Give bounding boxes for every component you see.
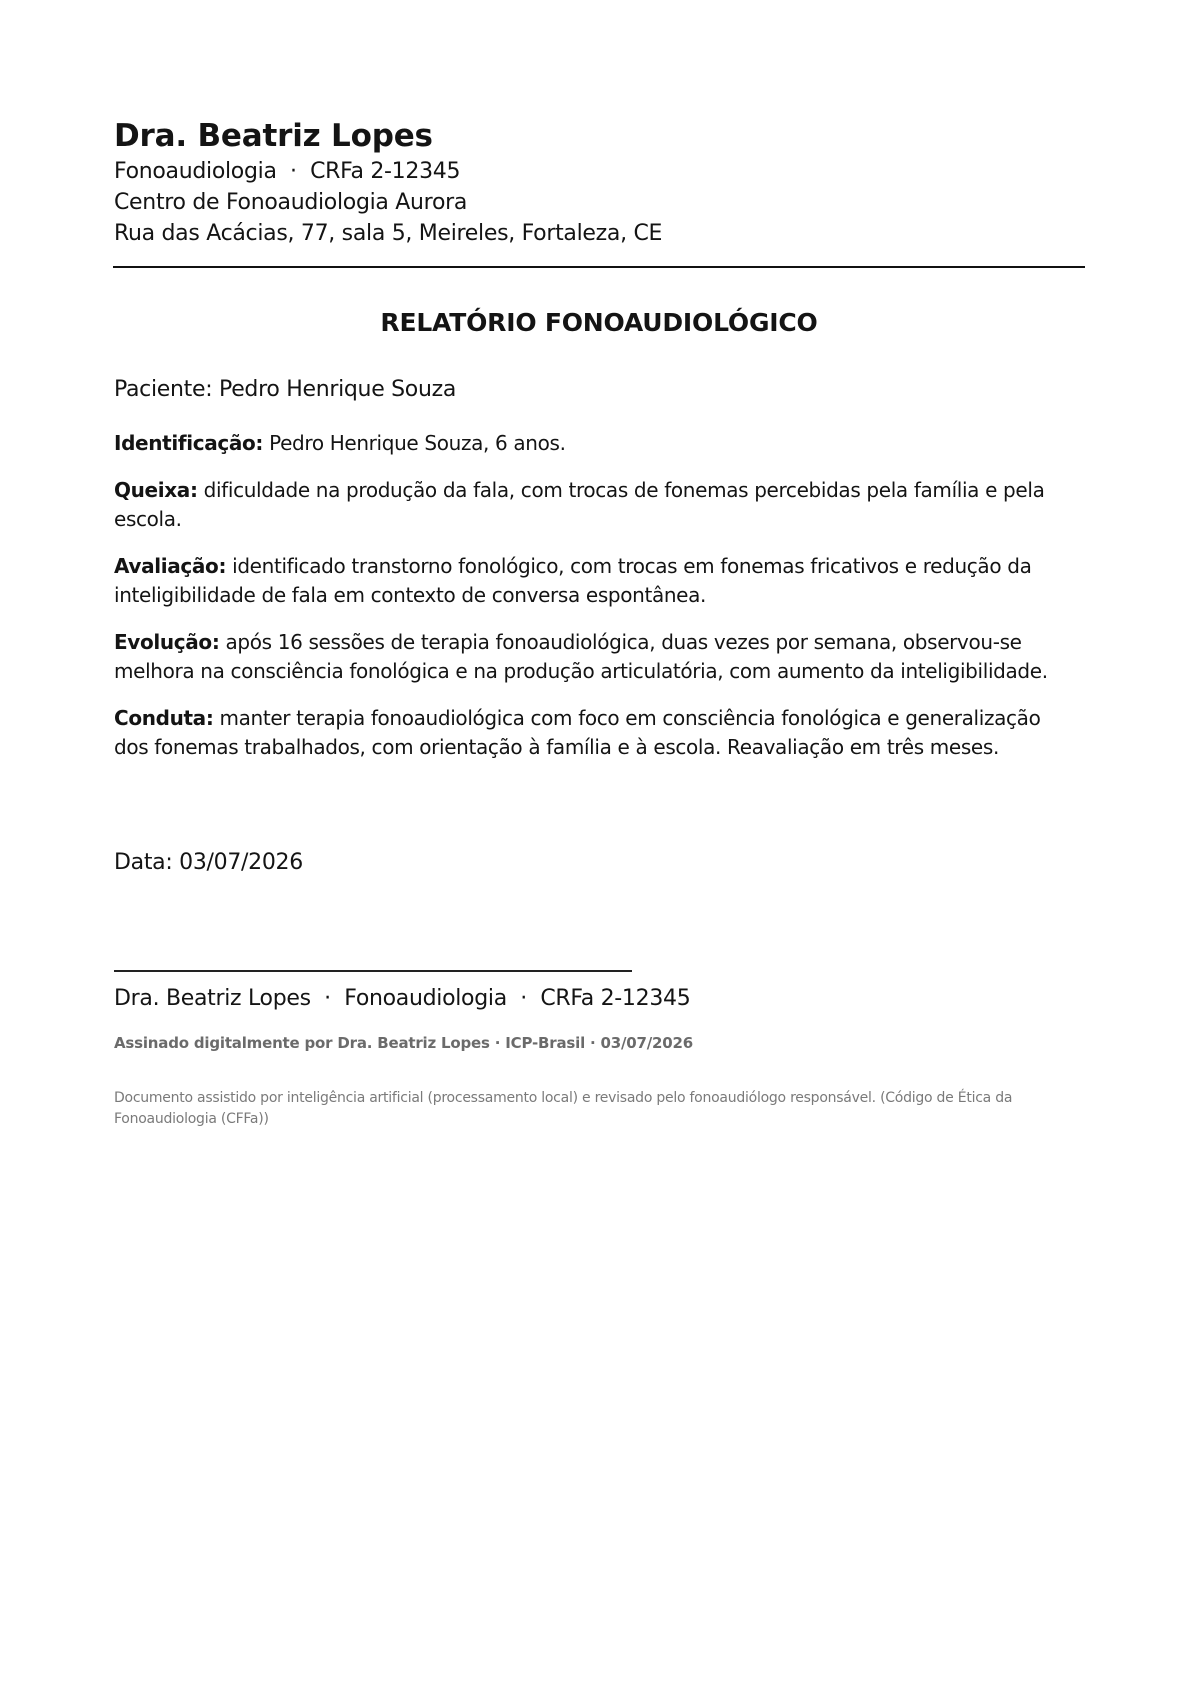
section-text: identificado transtorno fonológico, com trocas em fonemas fricativos e redução da inteligibilidade de fala em contexto de conversa espontânea.	[114, 554, 1032, 607]
section-conduct	[114, 704, 1079, 762]
section-identification	[114, 429, 1079, 458]
section-label: Evolução:	[114, 630, 220, 654]
section-text: Pedro Henrique Souza, 6 anos.	[263, 431, 566, 455]
patient-line: Paciente: Pedro Henrique Souza	[114, 377, 457, 402]
header-divider	[113, 266, 1085, 268]
section-text: após 16 sessões de terapia fonoaudiológica, duas vezes por semana, observou-se melhora na consciência fonológica e na produção articulatória, com aumento da inteligibilidade.	[114, 630, 1048, 683]
digital-signature-note: Assinado digitalmente por Dra. Beatriz Lopes · ICP-Brasil · 03/07/2026	[114, 1034, 694, 1052]
specialty-registration: Fonoaudiologia · CRFa 2-12345	[114, 159, 461, 184]
section-assessment	[114, 552, 1079, 610]
signature-name: Dra. Beatriz Lopes · Fonoaudiologia · CRFa 2-12345	[114, 986, 691, 1011]
report-date: Data: 03/07/2026	[114, 850, 303, 875]
section-label: Avaliação:	[114, 554, 227, 578]
section-text: dificuldade na produção da fala, com trocas de fonemas percebidas pela família e pela escola.	[114, 478, 1045, 531]
professional-name: Dra. Beatriz Lopes	[114, 118, 433, 154]
letterhead	[114, 116, 1084, 249]
section-label: Identificação:	[114, 431, 264, 455]
section-label: Conduta:	[114, 706, 214, 730]
ai-disclaimer: Documento assistido por inteligência artificial (processamento local) e revisado pelo fonoaudiólogo responsável. (Código de Ética da Fonoaudiologia (CFFa))	[114, 1090, 1013, 1127]
signature-line	[114, 970, 632, 972]
section-complaint	[114, 476, 1079, 534]
section-text: manter terapia fonoaudiológica com foco em consciência fonológica e generalização dos fonemas trabalhados, com orientação à família e à escola. Reavaliação em três meses.	[114, 706, 1041, 759]
clinic-address: Rua das Acácias, 77, sala 5, Meireles, Fortaleza, CE	[114, 221, 663, 246]
document-title: RELATÓRIO FONOAUDIOLÓGICO	[380, 308, 818, 337]
report-sections	[114, 429, 1079, 780]
section-evolution	[114, 628, 1079, 686]
section-label: Queixa:	[114, 478, 198, 502]
clinic-name: Centro de Fonoaudiologia Aurora	[114, 190, 468, 215]
